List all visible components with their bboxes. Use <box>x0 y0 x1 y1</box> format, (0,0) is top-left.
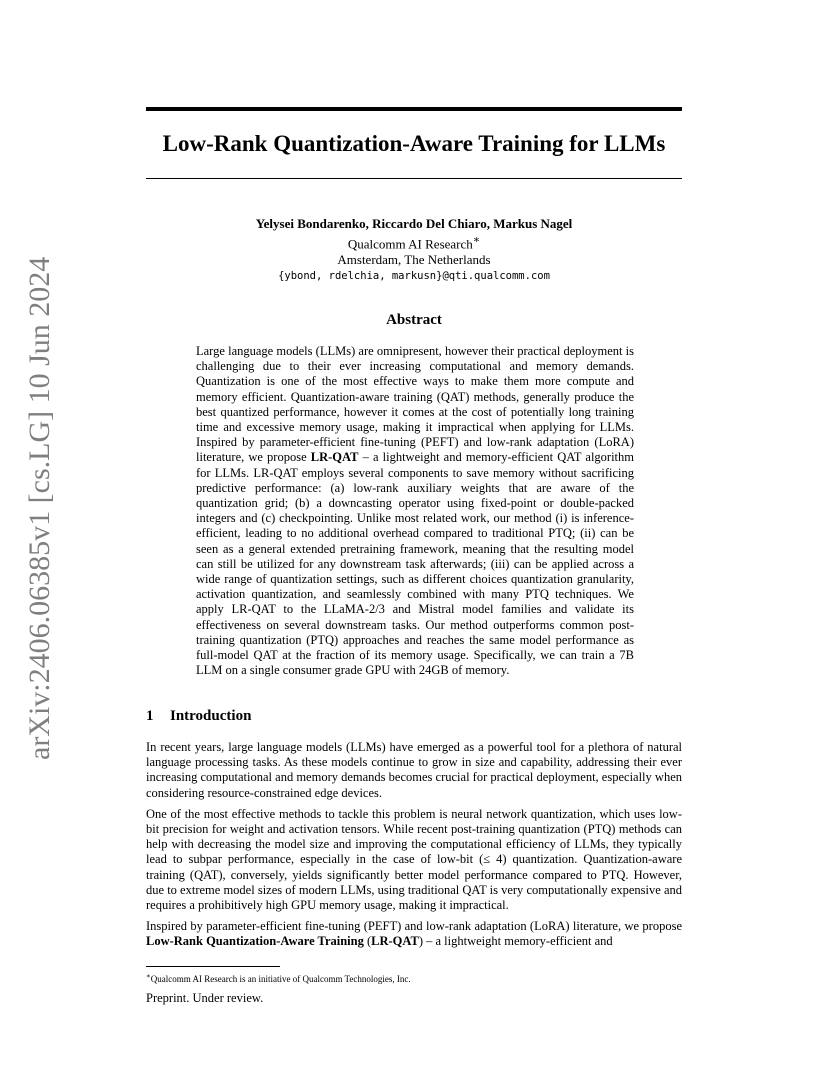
abstract-text <box>196 344 634 678</box>
title-rule-top <box>146 107 682 111</box>
location: Amsterdam, The Netherlands <box>337 252 491 268</box>
abstract-heading: Abstract <box>386 312 442 328</box>
affiliation <box>146 232 682 252</box>
footnote <box>146 970 682 985</box>
section-heading <box>146 706 682 726</box>
footnote-rule <box>146 966 280 967</box>
title-rule-bottom <box>146 178 682 179</box>
section-number: 1 <box>146 708 154 724</box>
intro-paragraph-2: One of the most effective methods to tackle this problem is neural network quantization, which uses low-bit precision for weight and activation tensors. While recent post-training quantization (PTQ) methods can help with decreasing the model size and improving the computational efficiency of LLMs, they typically lead to subpar performance, especially in the case of low-bit (≤ 4) quantization. Quantization-aware training (QAT), conversely, yields significantly better model performance compared to PTQ. However, due to extreme model sizes of modern LLMs, using traditional QAT is very computationally expensive and requires a prohibitively high GPU memory usage, making it impractical. <box>146 806 682 913</box>
intro-p3-part2: ) – a lightweight memory-efficient and <box>418 934 613 949</box>
affiliation-footnote-mark: ∗ <box>472 234 481 246</box>
intro-p3-part1: Inspired by parameter-efficient fine-tuning (PEFT) and low-rank adaptation (LoRA) literature, we propose <box>146 919 682 934</box>
paper-title: Low-Rank Quantization-Aware Training for LLMs <box>162 131 666 156</box>
footnote-text: Qualcomm AI Research is an initiative of Qualcomm Technologies, Inc. <box>150 974 411 984</box>
intro-paragraph-1: In recent years, large language models (LLMs) have emerged as a powerful tool for a plethora of natural language processing tasks. As these models continue to grow in size and capability, addressing their ever increasing computational and memory demands becomes crucial for practical deployment, especially when considering resource-constrained edge devices. <box>146 740 682 800</box>
abstract-method-name: LR-QAT <box>310 450 359 465</box>
author-block <box>146 216 682 284</box>
author-emails: {ybond, rdelchia, markusn}@qti.qualcomm.com <box>278 270 550 283</box>
footnote-mark: ∗ <box>146 972 151 980</box>
affiliation-name: Qualcomm AI Research <box>347 236 473 252</box>
abstract-text-part1: Large language models (LLMs) are omnipresent, however their practical deployment is challenging due to their ever increasing computational and memory demands. Quantization is one of the most effective ways to make them more compute and memory efficient. Quantization-aware training (QAT) methods, generally produce the best quantized performance, however it comes at the cost of potentially long training time and excessive memory usage, making it impractical when applying for LLMs. Inspired by parameter-efficient fine-tuning (PEFT) and low-rank adaptation (LoRA) literature, we propose <box>196 344 634 465</box>
introduction-body <box>146 740 682 956</box>
intro-paragraph-3 <box>146 919 682 949</box>
section-title: Introduction <box>170 708 252 724</box>
arxiv-identifier: arXiv:2406.06385v1 [cs.LG] 10 Jun 2024 <box>23 256 56 760</box>
author-names: Yelysei Bondarenko, Riccardo Del Chiaro, Markus Nagel <box>255 216 573 231</box>
intro-p3-method-abbr: LR-QAT <box>371 934 419 949</box>
abstract-text-part2: – a lightweight and memory-efficient QAT algorithm for LLMs. LR-QAT employs several components to save memory without sacrificing predictive performance: (a) low-rank auxiliary weights that are aware of the quantization grid; (b) a downcasting operator using fixed-point or double-packed integers and (c) checkpointing. Unlike most related work, our method (i) is inference-efficient, leading to no additional overhead compared to traditional PTQ; (ii) can be seen as a general extended pretraining framework, meaning that the resulting model can still be utilized for any downstream task afterwards; (iii) can be applied across a wide range of quantization settings, such as different choices quantization granularity, activation quantization, and seamlessly combined with many PTQ techniques. We apply LR-QAT to the LLaMA-2/3 and Mistral model families and validate its effectiveness on several downstream tasks. Our method outperforms common post-training quantization (PTQ) approaches and reaches the same model performance as full-model QAT at the fraction of its memory usage. Specifically, we can train a 7B LLM on a single consumer grade GPU with 24GB of memory. <box>196 450 635 678</box>
preprint-notice: Preprint. Under review. <box>146 991 264 1005</box>
intro-p3-method-full: Low-Rank Quantization-Aware Training <box>146 934 364 949</box>
intro-p3-paren: ( <box>363 934 372 949</box>
